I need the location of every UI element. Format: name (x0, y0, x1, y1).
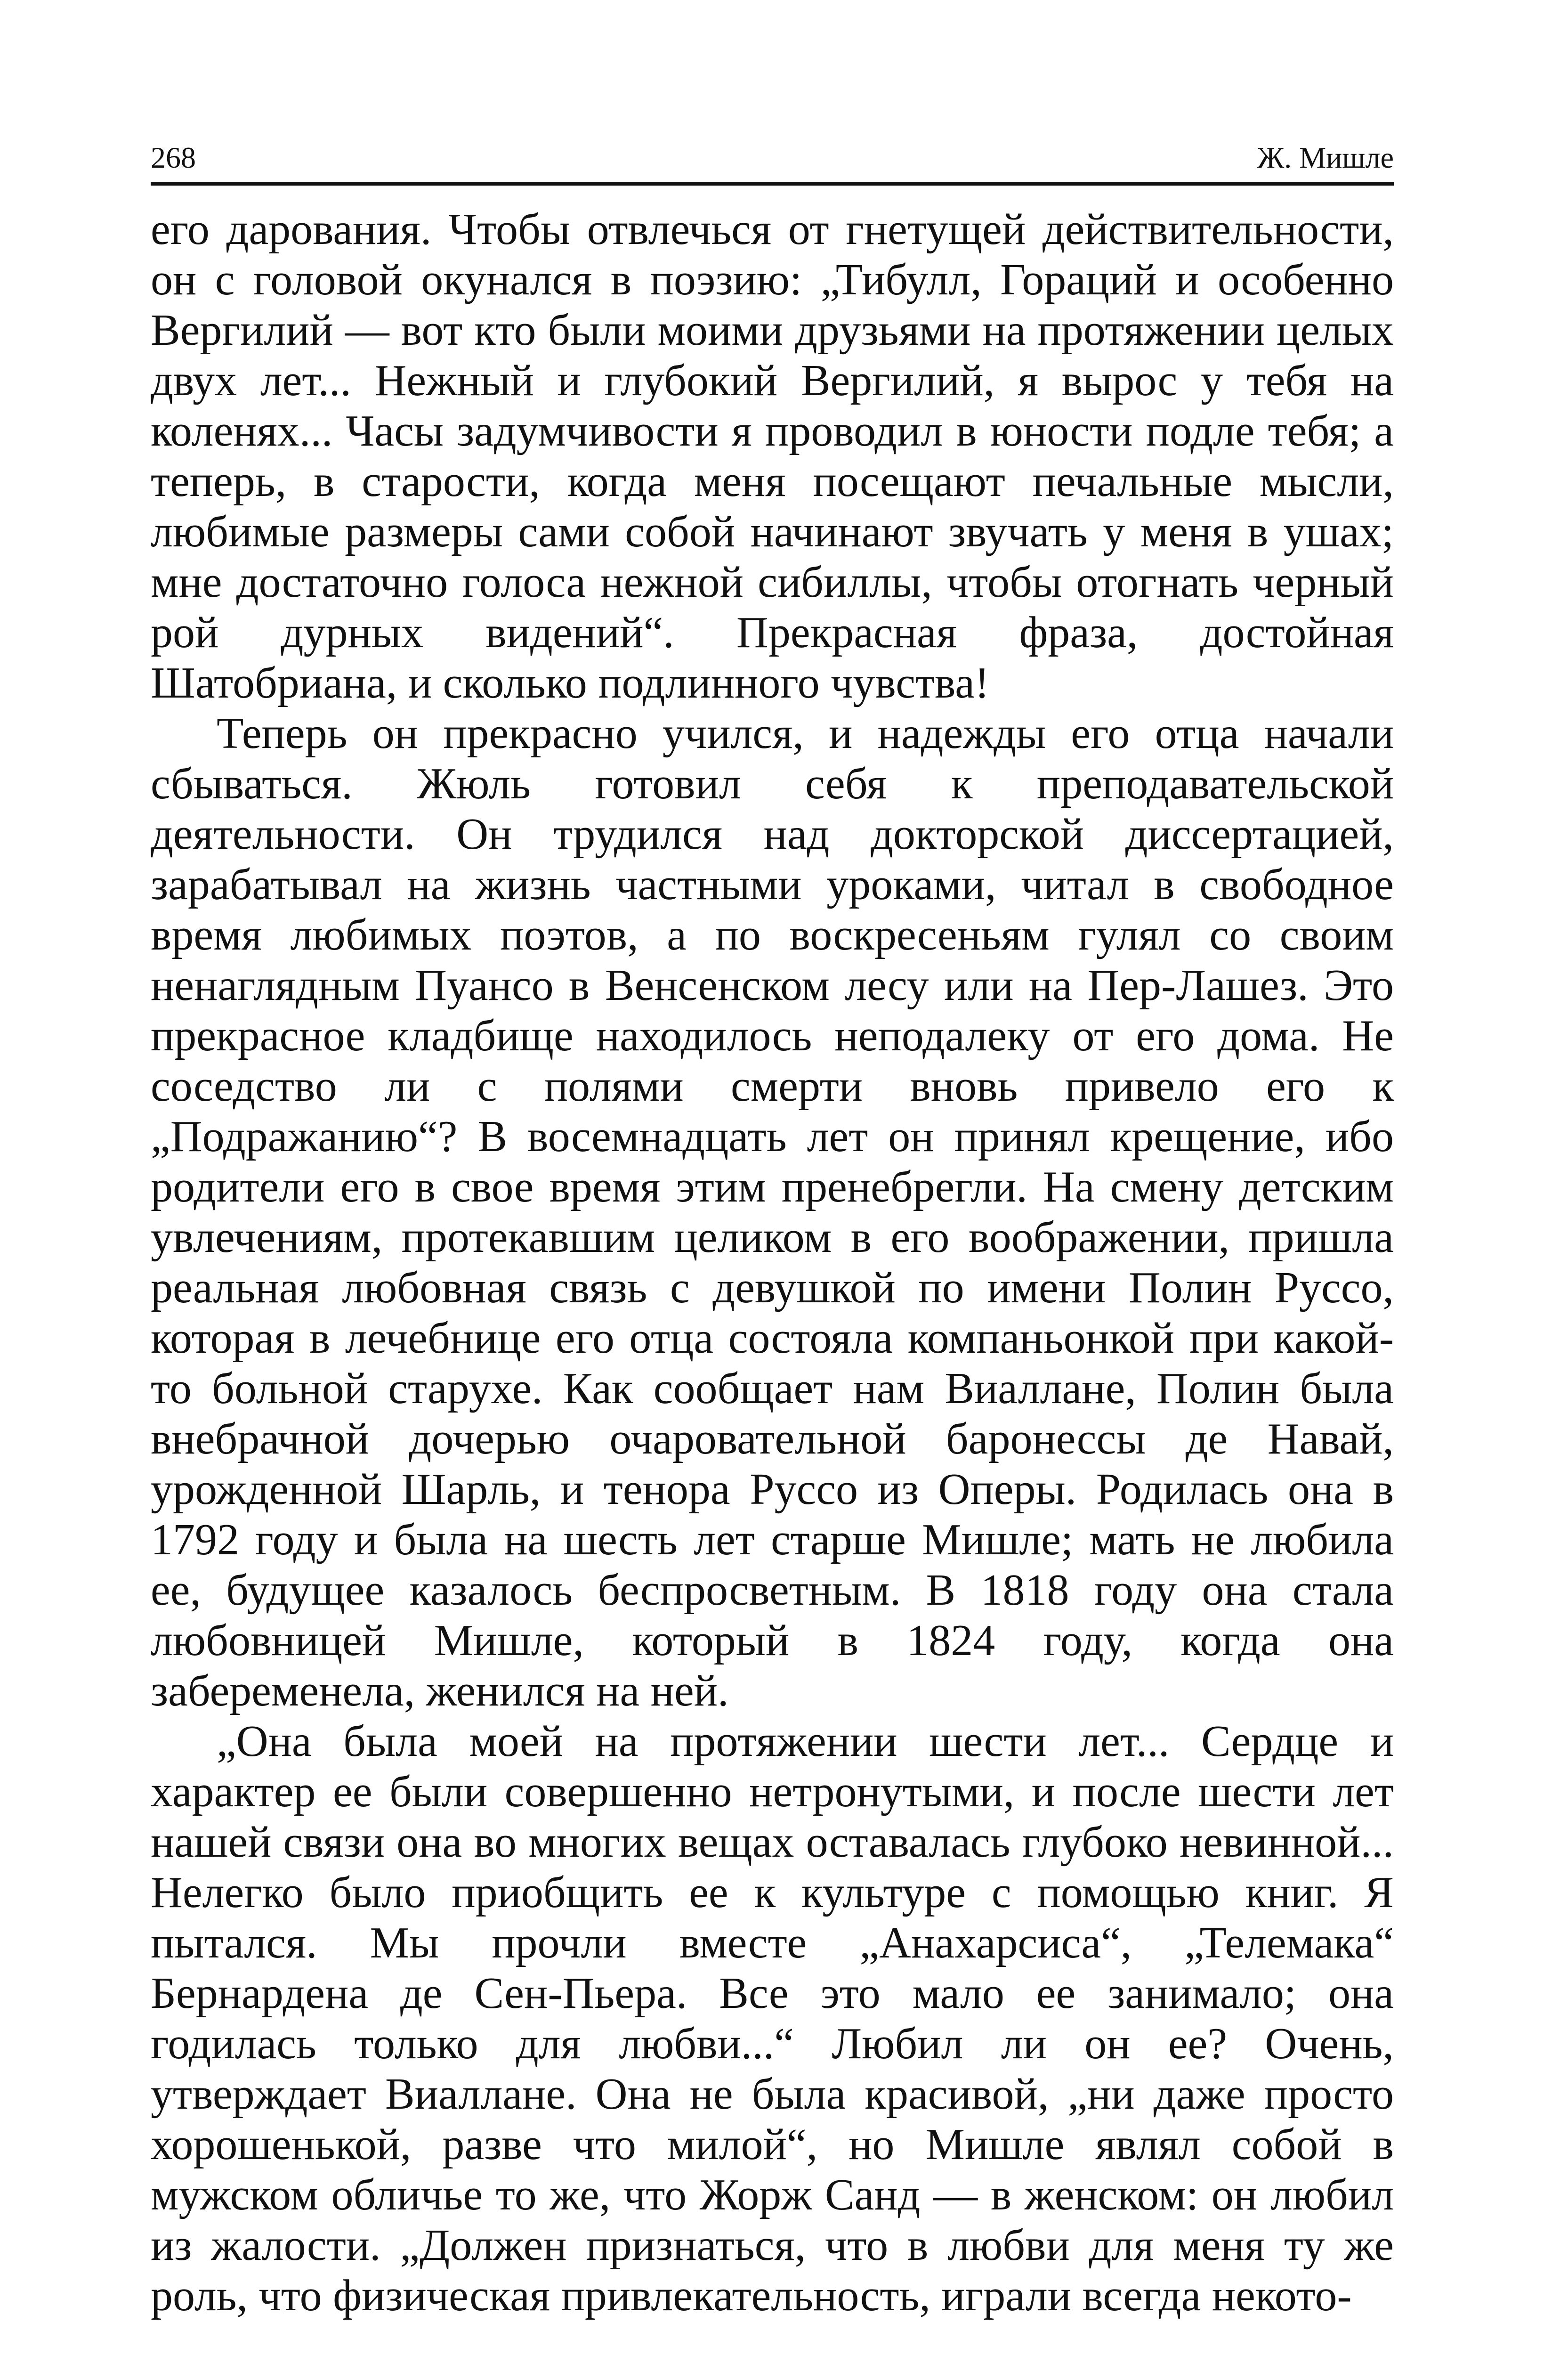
header-rule (151, 182, 1394, 186)
running-title: Ж. Мишле (1257, 141, 1394, 174)
page-number: 268 (151, 141, 196, 174)
book-page (151, 137, 1394, 2321)
running-head (151, 137, 1394, 182)
paragraph: „Она была моей на протяжении шести лет... Сердце и характер ее были совершенно нетронутыми, и после шести лет нашей связи она во многих вещах оставалась глубоко невинной... Нелегко было приобщить ее к культуре с помощью книг. Я пытался. Мы прочли вместе „Анахарсиса“, „Телемака“ Бернардена де Сен-Пьера. Все это мало ее занимало; она годилась только для любви...“ Любил ли он ее? Очень, утверждает Виаллане. Она не была красивой, „ни даже просто хорошенькой, разве что милой“, но Мишле являл собой в мужском обличье то же, что Жорж Санд — в женском: он любил из жалости. „Должен признаться, что в любви для меня ту же роль, что физическая привлекательность, играли всегда некото- (151, 1717, 1394, 2320)
paragraph: Теперь он прекрасно учился, и надежды его отца начали сбываться. Жюль готовил себя к преподавательской деятельности. Он трудился над докторской диссертацией, зарабатывал на жизнь частными уроками, читал в свободное время любимых поэтов, а по воскресеньям гулял со своим ненаглядным Пуансо в Венсенском лесу или на Пер-Лашез. Это прекрасное кладбище находилось неподалеку от его дома. Не соседство ли с полями смерти вновь привело его к „Подражанию“? В восемнадцать лет он принял крещение, ибо родители его в свое время этим пренебрегли. На смену детским увлечениям, протекавшим целиком в его воображении, пришла реальная любовная связь с девушкой по имени Полин Руссо, которая в лечебнице его отца состояла компаньонкой при какой-то больной старухе. Как сообщает нам Виаллане, Полин была внебрачной дочерью очаровательной баронессы де Навай, урожденной Шарль, и тенора Руссо из Оперы. Родилась она в 1792 году и была на шесть лет старше Мишле; мать не любила ее, будущее казалось беспросветным. В 1818 году она стала любовницей Мишле, который в 1824 году, когда она забеременела, женился на ней. (151, 709, 1394, 1715)
body-text (151, 204, 1394, 2321)
paragraph: его дарования. Чтобы отвлечься от гнетущей действительности, он с головой окунался в поэзию: „Тибулл, Гораций и особенно Вергилий — вот кто были моими друзьями на протяжении целых двух лет... Нежный и глубокий Вергилий, я вырос у тебя на коленях... Часы задумчивости я проводил в юности подле тебя; а теперь, в старости, когда меня посещают печальные мысли, любимые размеры сами собой начинают звучать у меня в ушах; мне достаточно голоса нежной сибиллы, чтобы отогнать черный рой дурных видений“. Прекрасная фраза, достойная Шатобриана, и сколько подлинного чувства! (151, 205, 1394, 707)
